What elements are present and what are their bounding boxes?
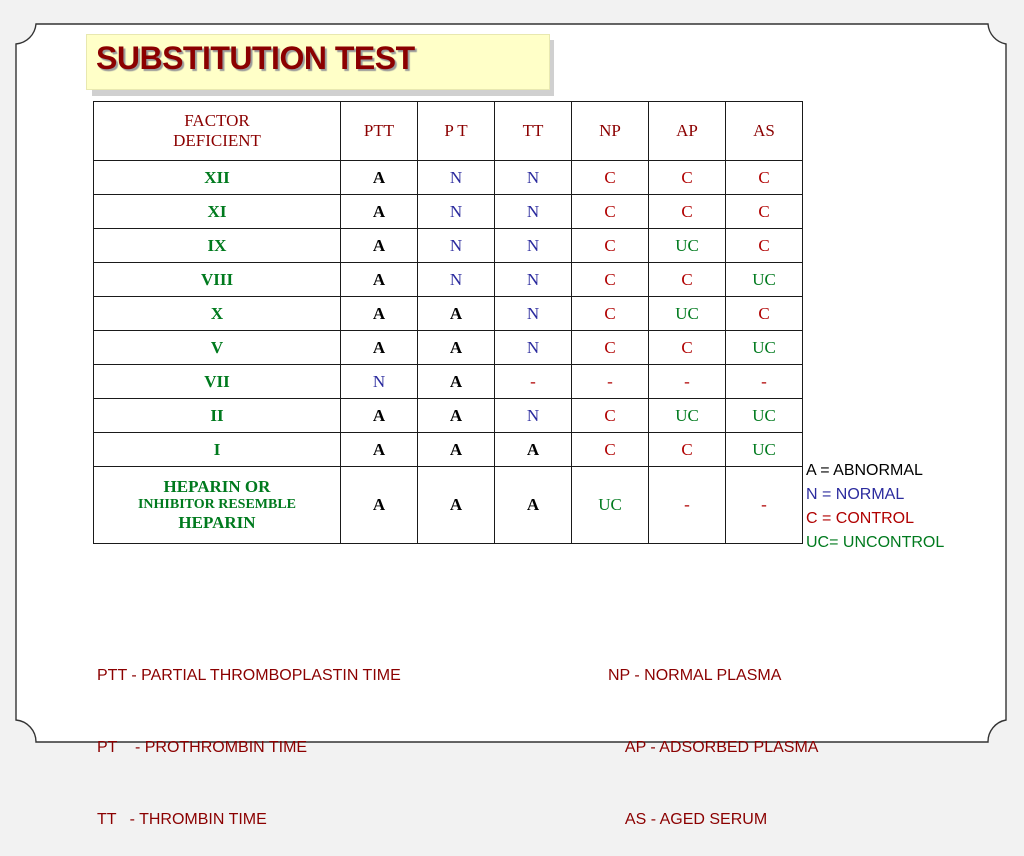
result-cell: C <box>572 433 649 467</box>
result-cell: A <box>495 433 572 467</box>
result-cell: C <box>572 229 649 263</box>
table-row <box>94 433 803 467</box>
result-cell: C <box>726 195 803 229</box>
result-cell: A <box>418 297 495 331</box>
result-cell: - <box>495 365 572 399</box>
table-row <box>94 297 803 331</box>
heparin-label-line: HEPARIN <box>178 513 256 532</box>
result-cell: - <box>572 365 649 399</box>
result-cell: C <box>572 263 649 297</box>
result-cell: UC <box>649 399 726 433</box>
result-cell: - <box>649 365 726 399</box>
header-factor-deficient <box>94 102 341 161</box>
factor-cell: V <box>94 331 341 365</box>
result-cell: N <box>418 229 495 263</box>
table-row <box>94 195 803 229</box>
table-row <box>94 263 803 297</box>
result-cell: UC <box>726 263 803 297</box>
page-title: SUBSTITUTION TEST <box>96 40 415 76</box>
legend-abnormal: A = ABNORMAL <box>806 462 923 479</box>
result-cell: C <box>726 297 803 331</box>
result-cell: A <box>418 365 495 399</box>
legend-normal: N = NORMAL <box>806 486 905 503</box>
result-cell: N <box>495 331 572 365</box>
table-row <box>94 365 803 399</box>
result-cell: N <box>495 297 572 331</box>
table-row <box>94 161 803 195</box>
abbr-pt: PT - PROTHROMBIN TIME <box>97 739 308 756</box>
factor-cell: II <box>94 399 341 433</box>
result-cell: N <box>495 229 572 263</box>
result-cell: A <box>418 433 495 467</box>
factor-cell: XII <box>94 161 341 195</box>
result-cell: N <box>495 195 572 229</box>
header-ptt: PTT <box>341 102 418 161</box>
result-cell: A <box>341 399 418 433</box>
legend-control: C = CONTROL <box>806 510 915 527</box>
table-row <box>94 331 803 365</box>
result-cell: A <box>418 331 495 365</box>
result-cell: A <box>341 297 418 331</box>
result-cell: C <box>649 331 726 365</box>
result-cell: - <box>649 467 726 544</box>
factor-cell: I <box>94 433 341 467</box>
result-cell: UC <box>572 467 649 544</box>
result-cell: - <box>726 365 803 399</box>
header-factor-line1: FACTOR <box>184 111 250 130</box>
header-ap: AP <box>649 102 726 161</box>
table-header-row <box>94 102 803 161</box>
substitution-table <box>93 101 803 544</box>
heparin-label-line: HEPARIN OR <box>163 477 271 496</box>
legend <box>806 459 944 555</box>
result-cell: C <box>649 263 726 297</box>
result-cell: N <box>495 263 572 297</box>
legend-uncontrol: UC= UNCONTROL <box>806 534 945 551</box>
result-cell: UC <box>726 399 803 433</box>
result-cell: - <box>726 467 803 544</box>
result-cell: A <box>418 399 495 433</box>
abbreviations-left <box>97 616 401 856</box>
result-cell: C <box>572 297 649 331</box>
result-cell: N <box>418 195 495 229</box>
result-cell: UC <box>649 297 726 331</box>
factor-cell-heparin <box>94 467 341 544</box>
result-cell: N <box>495 161 572 195</box>
header-tt: TT <box>495 102 572 161</box>
table-row-heparin <box>94 467 803 544</box>
result-cell: A <box>418 467 495 544</box>
result-cell: UC <box>649 229 726 263</box>
result-cell: C <box>649 195 726 229</box>
abbreviations-right <box>608 616 818 856</box>
result-cell: A <box>341 263 418 297</box>
result-cell: A <box>341 195 418 229</box>
table-body <box>94 161 803 544</box>
result-cell: A <box>341 467 418 544</box>
result-cell: C <box>572 161 649 195</box>
result-cell: C <box>649 161 726 195</box>
result-cell: UC <box>726 433 803 467</box>
heparin-label-line: INHIBITOR RESEMBLE <box>137 497 297 512</box>
abbr-np: NP - NORMAL PLASMA <box>608 667 782 684</box>
header-factor-line2: DEFICIENT <box>173 131 261 150</box>
result-cell: N <box>495 399 572 433</box>
abbr-tt: TT - THROMBIN TIME <box>97 811 267 828</box>
result-cell: C <box>572 195 649 229</box>
result-cell: A <box>341 433 418 467</box>
result-cell: A <box>341 229 418 263</box>
factor-cell: VII <box>94 365 341 399</box>
result-cell: C <box>726 229 803 263</box>
header-as: AS <box>726 102 803 161</box>
result-cell: A <box>341 331 418 365</box>
header-np: NP <box>572 102 649 161</box>
factor-cell: XI <box>94 195 341 229</box>
factor-cell: X <box>94 297 341 331</box>
factor-cell: VIII <box>94 263 341 297</box>
result-cell: UC <box>726 331 803 365</box>
abbr-ptt: PTT - PARTIAL THROMBOPLASTIN TIME <box>97 667 401 684</box>
abbr-as: AS - AGED SERUM <box>608 811 768 828</box>
table-row <box>94 399 803 433</box>
result-cell: A <box>495 467 572 544</box>
result-cell: N <box>341 365 418 399</box>
header-pt: P T <box>418 102 495 161</box>
result-cell: N <box>418 161 495 195</box>
abbr-ap: AP - ADSORBED PLASMA <box>608 739 819 756</box>
result-cell: N <box>418 263 495 297</box>
result-cell: A <box>341 161 418 195</box>
result-cell: C <box>572 331 649 365</box>
factor-cell: IX <box>94 229 341 263</box>
result-cell: C <box>649 433 726 467</box>
table-row <box>94 229 803 263</box>
result-cell: C <box>726 161 803 195</box>
result-cell: C <box>572 399 649 433</box>
